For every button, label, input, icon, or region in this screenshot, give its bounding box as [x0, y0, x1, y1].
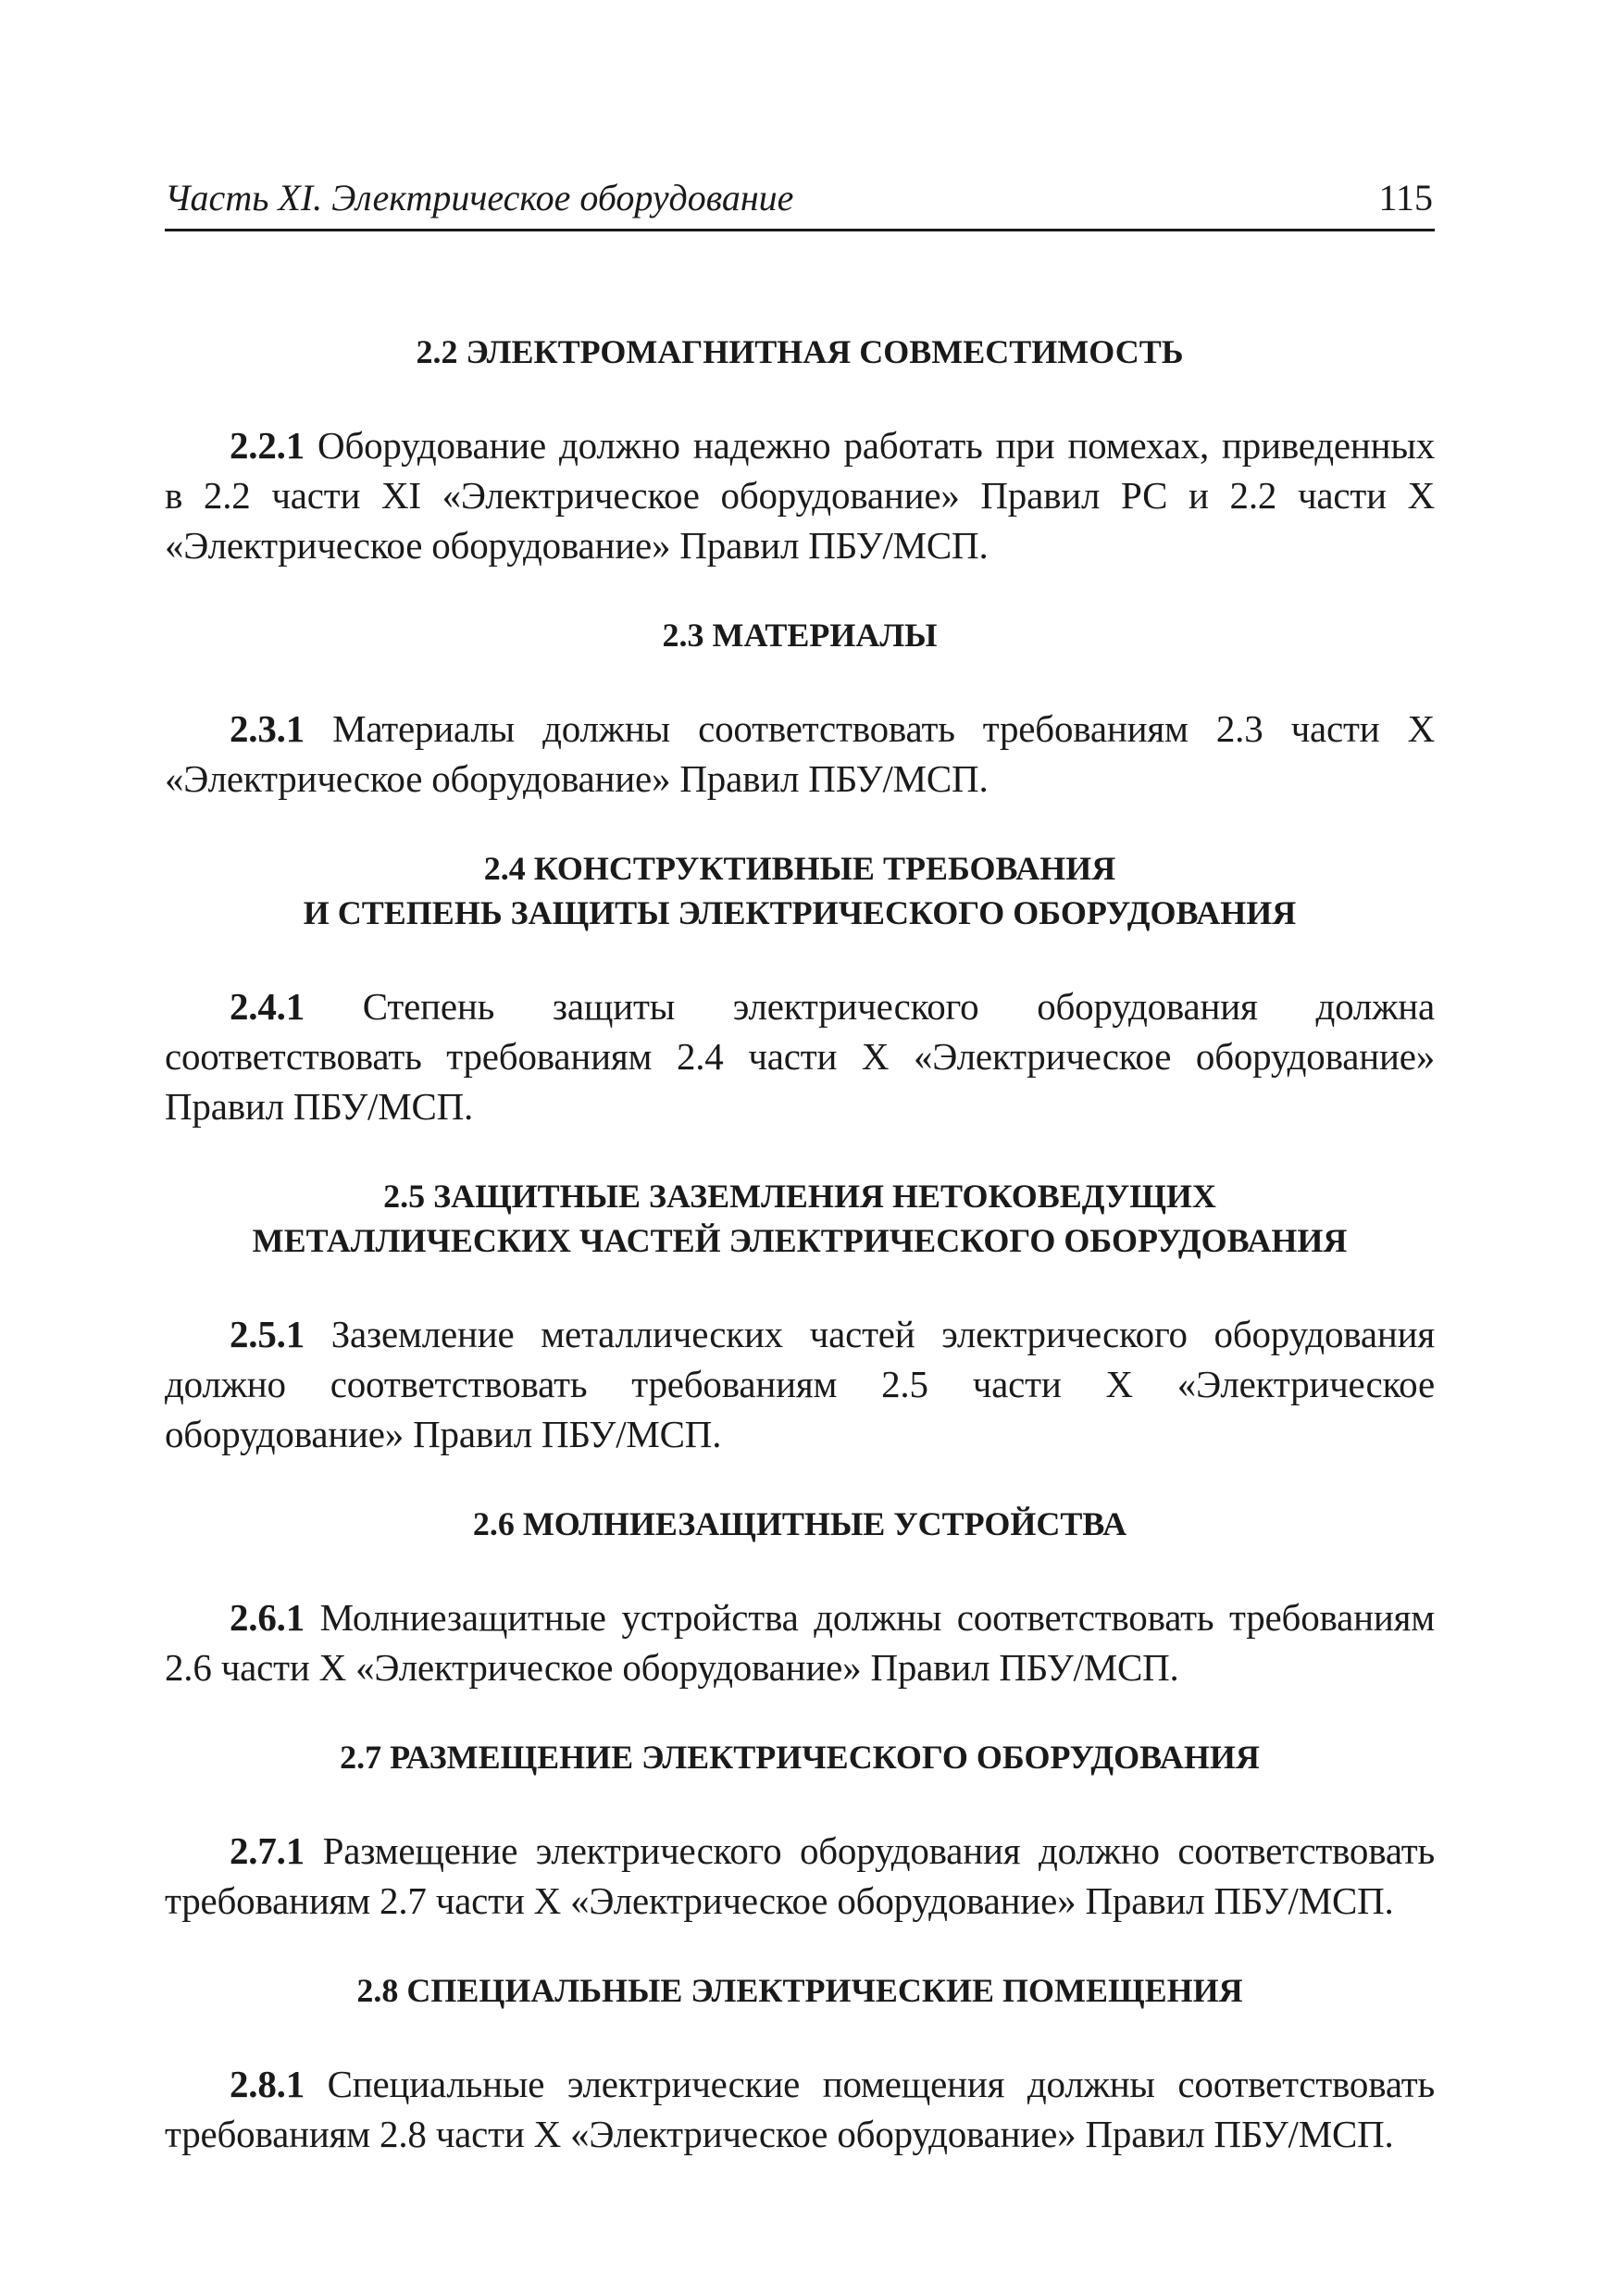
paragraph-text: Размещение электрического оборудования должно соответствовать требованиям 2.7 части X «Электрическое оборудование» Правил ПБУ/МСП. [165, 1829, 1435, 1922]
section-2-4 [165, 846, 1435, 1131]
section-paragraph [165, 2059, 1435, 2159]
paragraph-number: 2.2.1 [230, 424, 305, 467]
section-heading-line: И СТЕПЕНЬ ЗАЩИТЫ ЭЛЕКТРИЧЕСКОГО ОБОРУДОВАНИЯ [303, 894, 1297, 931]
section-heading [165, 1968, 1435, 2013]
section-paragraph [165, 704, 1435, 804]
section-heading [165, 846, 1435, 935]
paragraph-text: Специальные электрические помещения должны соответствовать требованиям 2.8 части X «Электрическое оборудование» Правил ПБУ/МСП. [165, 2063, 1435, 2155]
section-heading-line: 2.3 МАТЕРИАЛЫ [662, 617, 938, 654]
page-content [165, 330, 1435, 2159]
section-heading-line: МЕТАЛЛИЧЕСКИХ ЧАСТЕЙ ЭЛЕКТРИЧЕСКОГО ОБОРУДОВАНИЯ [252, 1222, 1348, 1259]
section-heading-line: 2.7 РАЗМЕЩЕНИЕ ЭЛЕКТРИЧЕСКОГО ОБОРУДОВАНИЯ [340, 1739, 1260, 1776]
section-heading [165, 1174, 1435, 1263]
section-2-6 [165, 1502, 1435, 1692]
paragraph-number: 2.5.1 [230, 1313, 305, 1355]
paragraph-number: 2.7.1 [230, 1829, 305, 1872]
section-heading [165, 613, 1435, 657]
paragraph-text: Оборудование должно надежно работать при помехах, приведенных в 2.2 части XI «Электрическое оборудование» Правил РС и 2.2 части X «Электрическое оборудование» Правил ПБУ/МСП. [165, 424, 1435, 567]
running-header [165, 176, 1435, 231]
section-paragraph [165, 420, 1435, 570]
paragraph-number: 2.3.1 [230, 707, 305, 750]
paragraph-number: 2.4.1 [230, 985, 305, 1028]
section-paragraph [165, 1309, 1435, 1459]
paragraph-text: Материалы должны соответствовать требованиям 2.3 части X «Электрическое оборудование» Правил ПБУ/МСП. [165, 707, 1435, 800]
section-2-8 [165, 1968, 1435, 2159]
section-heading-line: 2.8 СПЕЦИАЛЬНЫЕ ЭЛЕКТРИЧЕСКИЕ ПОМЕЩЕНИЯ [356, 1972, 1243, 2009]
section-2-5 [165, 1174, 1435, 1459]
section-paragraph [165, 1826, 1435, 1926]
section-paragraph [165, 981, 1435, 1131]
paragraph-number: 2.6.1 [230, 1596, 305, 1639]
section-heading-line: 2.5 ЗАЩИТНЫЕ ЗАЗЕМЛЕНИЯ НЕТОКОВЕДУЩИХ [383, 1178, 1216, 1215]
paragraph-text: Заземление металлических частей электрического оборудования должно соответствовать требованиям 2.5 части X «Электрическое оборудование» Правил ПБУ/МСП. [165, 1313, 1435, 1455]
section-2-3 [165, 613, 1435, 804]
paragraph-number: 2.8.1 [230, 2063, 305, 2105]
section-heading-line: 2.2 ЭЛЕКТРОМАГНИТНАЯ СОВМЕСТИМОСТЬ [416, 333, 1184, 370]
section-heading [165, 1502, 1435, 1546]
paragraph-text: Молниезащитные устройства должны соответствовать требованиям 2.6 части X «Электрическое оборудование» Правил ПБУ/МСП. [165, 1596, 1435, 1689]
section-2-2 [165, 330, 1435, 570]
section-heading [165, 330, 1435, 374]
section-2-7 [165, 1735, 1435, 1926]
section-paragraph [165, 1592, 1435, 1692]
section-heading [165, 1735, 1435, 1779]
section-heading-line: 2.4 КОНСТРУКТИВНЫЕ ТРЕБОВАНИЯ [483, 850, 1116, 887]
running-header-title: Часть XI. Электрическое оборудование [165, 177, 794, 218]
page-number: 115 [1378, 177, 1433, 218]
paragraph-text: Степень защиты электрического оборудования должна соответствовать требованиям 2.4 части X «Электрическое оборудование» Правил ПБУ/МСП. [165, 985, 1435, 1128]
section-heading-line: 2.6 МОЛНИЕЗАЩИТНЫЕ УСТРОЙСТВА [472, 1505, 1127, 1542]
